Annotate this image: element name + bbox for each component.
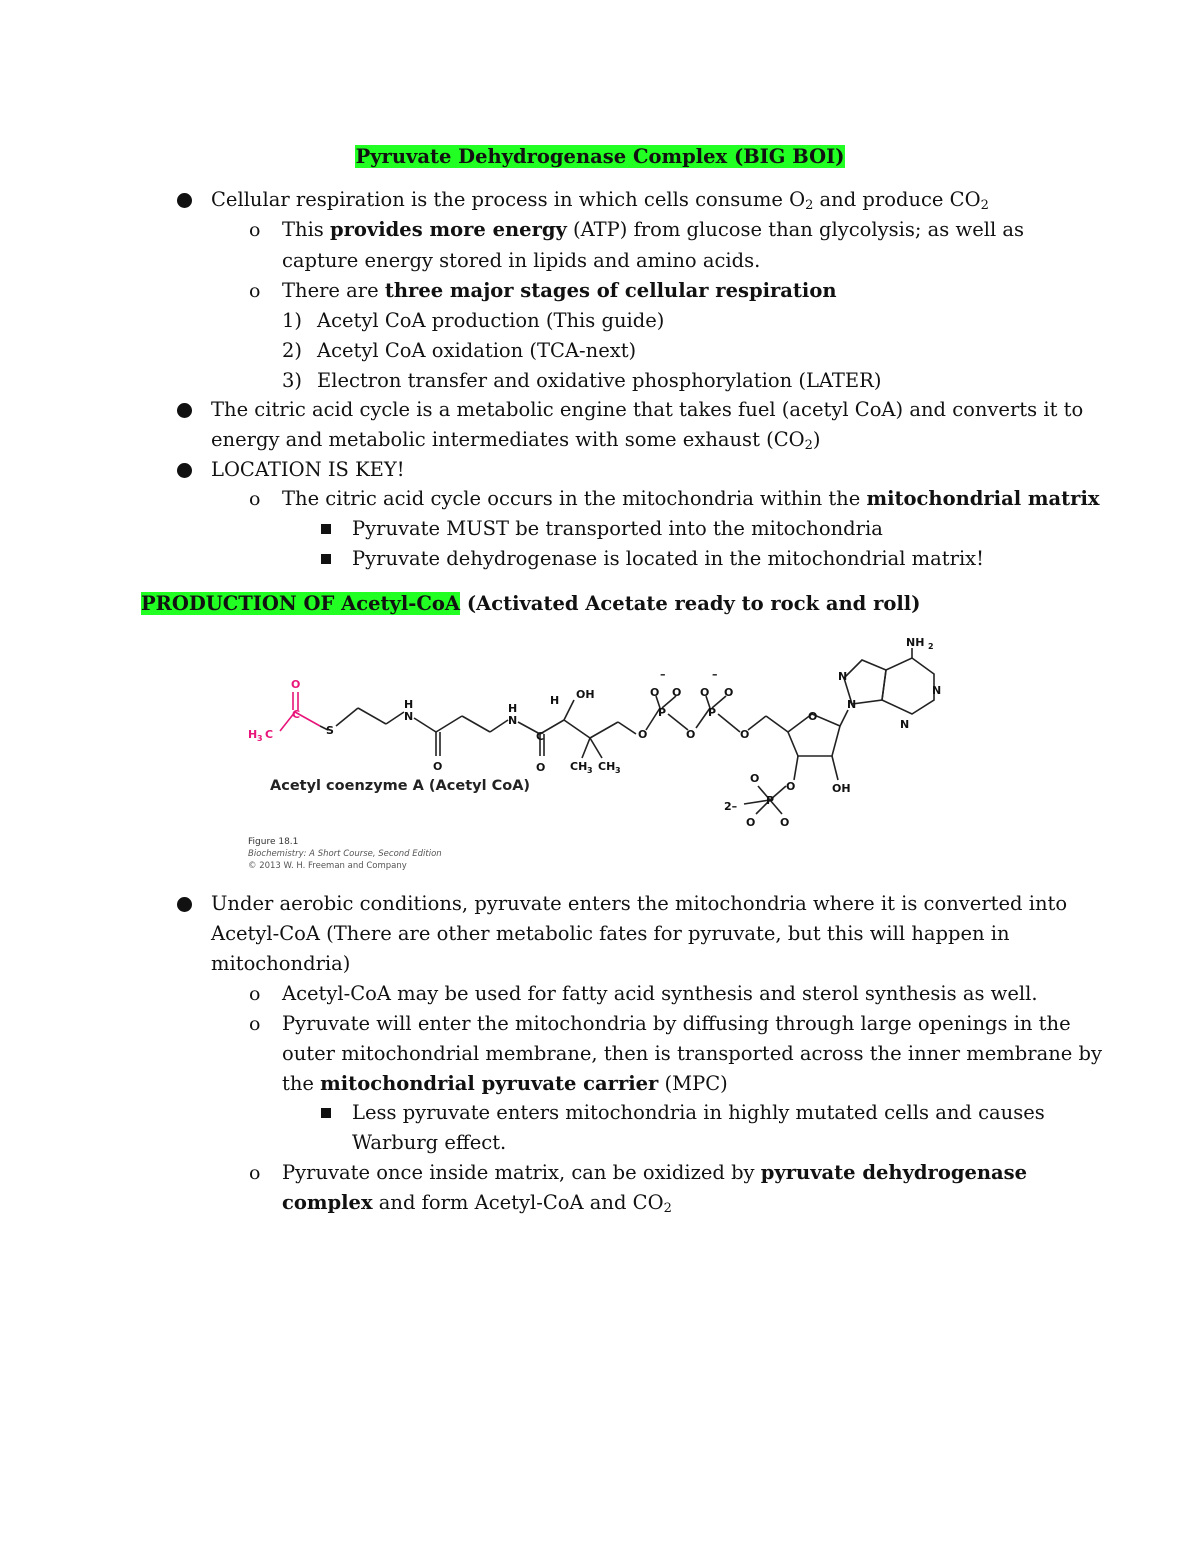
page-title	[0, 142, 1200, 172]
sub-bullet-marker: o	[249, 219, 261, 241]
svg-text:OH: OH	[576, 688, 595, 701]
svg-text:O: O	[433, 760, 443, 773]
sub-bullet-energy-cont: capture energy stored in lipids and amino acids.	[282, 249, 761, 272]
stage-item: Acetyl CoA oxidation (TCA-next)	[317, 339, 637, 362]
figure-caption-title: Figure 18.1	[248, 837, 299, 847]
svg-text:–: –	[660, 668, 666, 681]
square-item: Pyruvate dehydrogenase is located in the mitochondrial matrix!	[352, 547, 985, 570]
sub-bullet-marker: o	[249, 1013, 261, 1035]
sub-bullet-matrix: The citric acid cycle occurs in the mitochondria within the mitochondrial matrix	[282, 487, 1100, 510]
svg-text:2–: 2–	[724, 800, 738, 813]
stage-number: 3)	[282, 369, 303, 392]
svg-text:O: O	[808, 710, 818, 723]
square-bullet	[321, 524, 331, 534]
square-item-warburg: Less pyruvate enters mitochondria in highly mutated cells and causes	[352, 1101, 1045, 1124]
svg-text:3: 3	[257, 734, 263, 743]
svg-text:N: N	[932, 684, 942, 697]
svg-text:O: O	[672, 686, 682, 699]
svg-text:CH: CH	[570, 760, 588, 773]
svg-text:H: H	[550, 694, 560, 707]
svg-text:O: O	[786, 780, 796, 793]
title-text: Pyruvate Dehydrogenase Complex (BIG BOI)	[355, 145, 845, 168]
svg-text:P: P	[658, 706, 667, 719]
svg-text:O: O	[750, 772, 760, 785]
bullet-dot	[177, 403, 192, 418]
svg-text:NH: NH	[906, 636, 925, 649]
sub-bullet-marker: o	[249, 488, 261, 510]
sub-bullet-mpc-cont: outer mitochondrial membrane, then is transported across the inner membrane by	[282, 1042, 1103, 1065]
svg-text:P: P	[708, 706, 717, 719]
sub-bullet-marker: o	[249, 280, 261, 302]
svg-text:O: O	[724, 686, 734, 699]
bullet-cellular-respiration: Cellular respiration is the process in which cells consume $O_2$ and produce $CO_2$	[211, 188, 989, 213]
bullet-aerobic-cont: Acetyl-CoA (There are other metabolic fates for pyruvate, but this will happen in	[211, 922, 1010, 945]
bullet-citric-acid-cont: energy and metabolic intermediates with some exhaust $(CO_2)$	[211, 428, 821, 453]
svg-text:3: 3	[587, 766, 593, 775]
svg-text:2: 2	[928, 642, 934, 651]
svg-text:O: O	[780, 816, 790, 829]
sub-bullet-mpc: Pyruvate will enter the mitochondria by diffusing through large openings in the	[282, 1012, 1071, 1035]
sub-bullet-marker: o	[249, 1162, 261, 1184]
sub-bullet-oxidized: Pyruvate once inside matrix, can be oxidized by pyruvate dehydrogenase	[282, 1161, 1028, 1184]
svg-text:H: H	[248, 728, 258, 741]
square-item-warburg-cont: Warburg effect.	[352, 1131, 507, 1154]
bullet-location: LOCATION IS KEY!	[211, 458, 405, 481]
sub-bullet-stages: There are three major stages of cellular respiration	[282, 279, 837, 302]
figure-caption-copyright: © 2013 W. H. Freeman and Company	[248, 861, 407, 871]
section-heading-highlight: PRODUCTION OF Acetyl-CoA	[141, 592, 461, 615]
svg-text:–: –	[712, 668, 718, 681]
svg-text:H: H	[404, 698, 414, 711]
stage-item: Acetyl CoA production (This guide)	[317, 309, 665, 332]
stage-number: 2)	[282, 339, 303, 362]
square-bullet	[321, 554, 331, 564]
svg-text:O: O	[740, 728, 750, 741]
stage-number: 1)	[282, 309, 303, 332]
svg-text:O: O	[536, 761, 546, 774]
svg-text:C: C	[292, 708, 301, 721]
stage-item: Electron transfer and oxidative phosphorylation (LATER)	[317, 369, 882, 392]
svg-text:N: N	[847, 698, 857, 711]
svg-text:N: N	[838, 670, 848, 683]
square-bullet	[321, 1108, 331, 1118]
bullet-dot	[177, 463, 192, 478]
sub-bullet-fatty-acid: Acetyl-CoA may be used for fatty acid synthesis and sterol synthesis as well.	[282, 982, 1038, 1005]
sub-bullet-energy: This provides more energy (ATP) from glucose than glycolysis; as well as	[282, 218, 1025, 241]
svg-text:O: O	[700, 686, 710, 699]
svg-text:N: N	[404, 710, 414, 723]
svg-text:O: O	[746, 816, 756, 829]
svg-text:O: O	[686, 728, 696, 741]
svg-text:P: P	[766, 794, 775, 807]
svg-text:3: 3	[615, 766, 621, 775]
svg-text:O: O	[638, 728, 648, 741]
svg-text:C: C	[265, 728, 274, 741]
svg-text:N: N	[900, 718, 910, 731]
svg-text:C: C	[536, 730, 545, 743]
figure-label: Acetyl coenzyme A (Acetyl CoA)	[270, 778, 531, 794]
svg-text:OH: OH	[832, 782, 851, 795]
square-item: Pyruvate MUST be transported into the mitochondria	[352, 517, 883, 540]
sub-bullet-marker: o	[249, 983, 261, 1005]
bullet-dot	[177, 193, 192, 208]
svg-text:O: O	[650, 686, 660, 699]
acetyl-coa-structure-figure	[240, 628, 960, 876]
bullet-aerobic: Under aerobic conditions, pyruvate enters the mitochondria where it is converted into	[211, 892, 1068, 915]
svg-text:N: N	[508, 714, 518, 727]
section-heading: PRODUCTION OF Acetyl-CoA (Activated Acetate ready to rock and roll)	[141, 592, 921, 615]
svg-text:CH: CH	[598, 760, 616, 773]
svg-text:O: O	[291, 678, 301, 691]
sub-bullet-oxidized-cont: complex and form Acetyl-CoA and $CO_2$	[282, 1191, 672, 1216]
bullet-dot	[177, 897, 192, 912]
bullet-aerobic-cont: mitochondria)	[211, 952, 351, 975]
structure-atoms	[248, 636, 941, 829]
figure-caption-book: Biochemistry: A Short Course, Second Edition	[248, 849, 442, 859]
svg-text:H: H	[508, 702, 518, 715]
bullet-citric-acid: The citric acid cycle is a metabolic engine that takes fuel (acetyl CoA) and converts it to	[211, 398, 1084, 421]
svg-text:S: S	[326, 724, 334, 737]
sub-bullet-mpc-cont: the mitochondrial pyruvate carrier (MPC)	[282, 1072, 728, 1095]
